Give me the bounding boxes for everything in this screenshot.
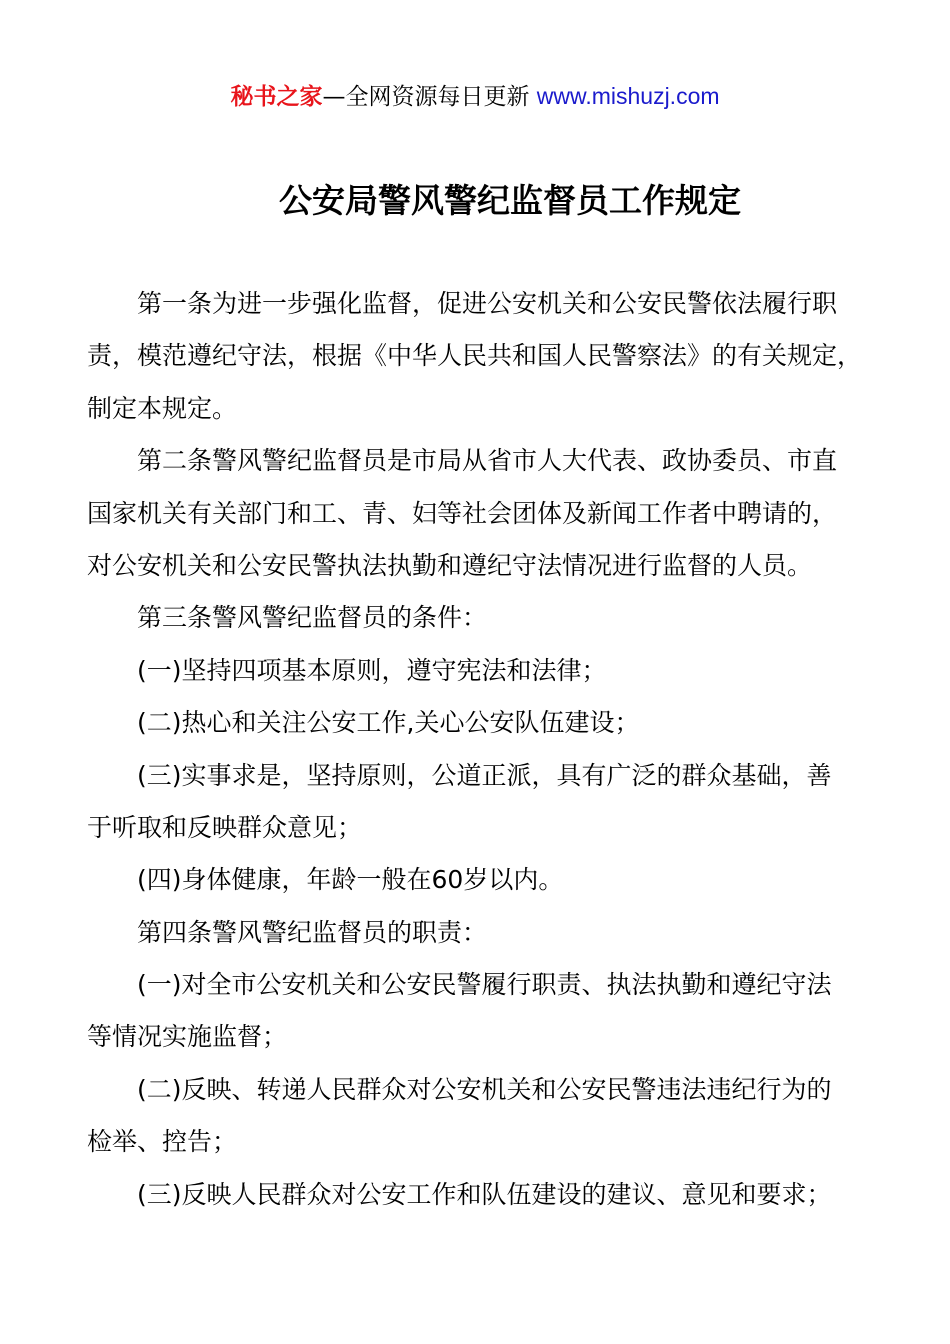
text-line: 第四条警风警纪监督员的职责：	[137, 917, 488, 947]
text-line: (四)身体健康，年龄一般在60岁以内。	[137, 865, 564, 895]
text-line: 对公安机关和公安民警执法执勤和遵纪守法情况进行监督的人员。	[87, 550, 813, 580]
text-line: (三)反映人民群众对公安工作和队伍建设的建议、意见和要求；	[137, 1179, 832, 1209]
text-line: 等情况实施监督；	[87, 1022, 288, 1052]
text-line: 责，模范遵纪守法，根据《中华人民共和国人民警察法》的有关规定，	[87, 341, 863, 371]
document-body	[87, 278, 872, 1221]
text-line: 于听取和反映群众意见；	[87, 812, 363, 842]
text-line: (二)热心和关注公安工作,关心公安队伍建设；	[137, 708, 640, 738]
brand-name: 秘书之家	[230, 84, 323, 110]
text-line: (一)坚持四项基本原则，遵守宪法和法律；	[137, 655, 607, 685]
text-line: (一)对全市公安机关和公安民警履行职责、执法执勤和遵纪守法	[137, 970, 832, 1000]
text-line: 国家机关有关部门和工、青、妇等社会团体及新闻工作者中聘请的，	[87, 498, 838, 528]
site-header	[0, 80, 950, 113]
header-slogan: —全网资源每日更新	[322, 84, 530, 110]
text-line: 第二条警风警纪监督员是市局从省市人大代表、政协委员、市直	[137, 446, 838, 476]
document-title: 公安局警风警纪监督员工作规定	[279, 181, 741, 220]
text-line: 制定本规定。	[87, 393, 238, 423]
text-line: 第一条为进一步强化监督，促进公安机关和公安民警依法履行职	[137, 289, 838, 318]
site-url: www.mishuzj.com	[536, 83, 720, 109]
text-line: 检举、控告；	[87, 1127, 238, 1157]
text-line: (三)实事求是，坚持原则，公道正派，具有广泛的群众基础，善	[137, 760, 832, 790]
text-line: (二)反映、转递人民群众对公安机关和公安民警违法违纪行为的	[137, 1074, 832, 1104]
text-line: 第三条警风警纪监督员的条件：	[137, 603, 488, 633]
